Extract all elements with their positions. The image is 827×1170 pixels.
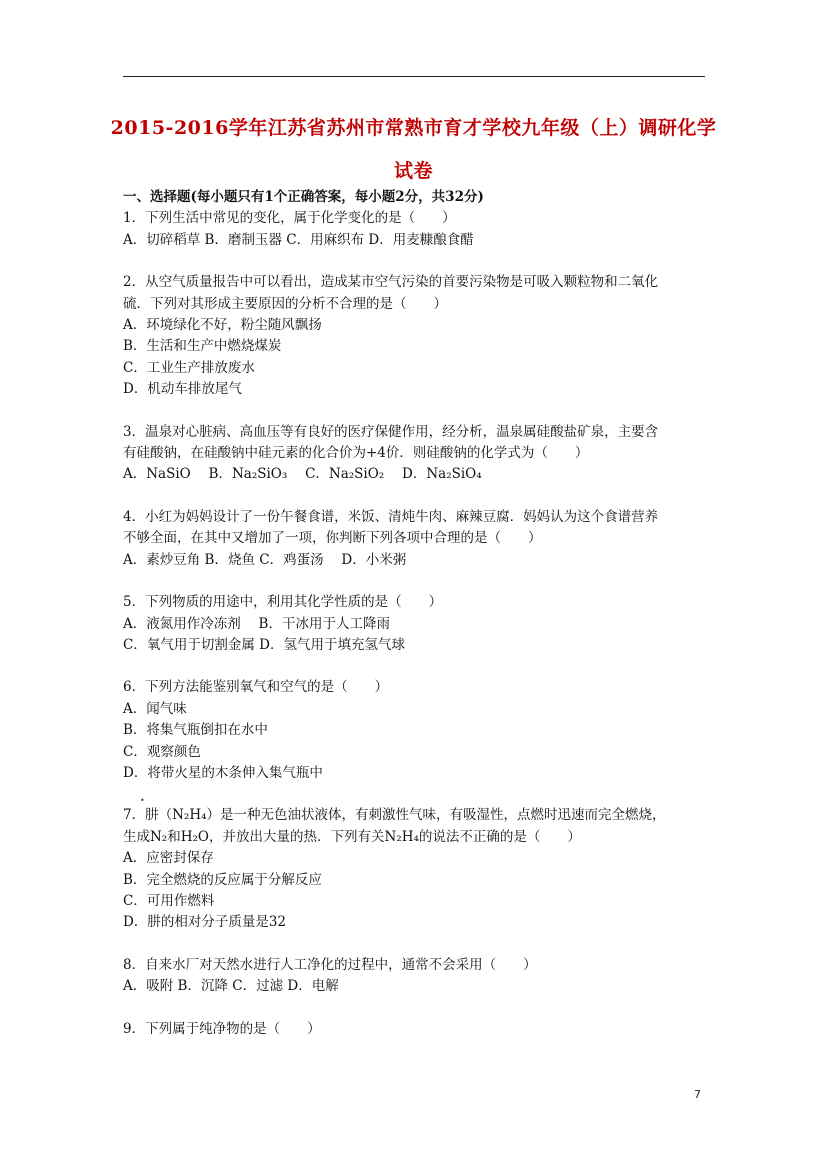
- question-text: 1．下列生活中常见的变化，属于化学变化的是（ ）: [123, 210, 456, 227]
- answer-option: D．肼的相对分子质量是32: [123, 914, 287, 931]
- page-number: 7: [694, 1088, 701, 1101]
- answer-option: C．工业生产排放废水: [123, 359, 255, 376]
- page-title-line-2: 试卷: [393, 160, 433, 182]
- question-text: 3．温泉对心脏病、高血压等有良好的医疗保健作用，经分析，温泉属硅酸盐矿泉，主要含: [123, 423, 659, 440]
- question-text: 5．下列物质的用途中，利用其化学性质的是（ ）: [123, 594, 443, 611]
- question-text: 有硅酸钠，在硅酸钠中硅元素的化合价为+4价．则硅酸钠的化学式为（ ）: [123, 445, 589, 462]
- question-3: [123, 422, 723, 486]
- question-text: 2．从空气质量报告中可以看出，造成某市空气污染的首要污染物是可吸入颗粒物和二氧化: [123, 274, 659, 291]
- answer-option: C．可用作燃料: [123, 892, 215, 909]
- question-text: 9．下列属于纯净物的是（ ）: [123, 1020, 321, 1037]
- answer-option: B．将集气瓶倒扣在水中: [123, 722, 268, 739]
- answer-option: C．观察颜色: [123, 743, 201, 760]
- question-4: [123, 507, 723, 571]
- answer-option: A．切碎稻草 B．磨制玉器 C．用麻织布 D．用麦糠酿食醋: [123, 231, 474, 248]
- answer-option: D．将带火星的木条伸入集气瓶中: [123, 764, 323, 781]
- question-list: [123, 208, 723, 1040]
- stray-dot: •: [140, 796, 145, 805]
- answer-option: C．氧气用于切割金属 D．氢气用于填充氢气球: [123, 636, 405, 653]
- answer-option: D．机动车排放尾气: [123, 381, 242, 398]
- answer-option: A．闻气味: [123, 700, 187, 717]
- section-heading: 一、选择题(每小题只有1个正确答案，每小题2分，共32分): [123, 189, 484, 205]
- header-rule: [123, 76, 705, 77]
- question-8: [123, 955, 723, 998]
- answer-option: B．生活和生产中燃烧煤炭: [123, 338, 282, 355]
- answer-option: A．NaSiO B．Na₂SiO₃ C．Na₂SiO₂ D．Na₂SiO₄: [123, 466, 482, 483]
- page-title-line-1: 2015-2016学年江苏省苏州市常熟市育才学校九年级（上）调研化学: [110, 117, 717, 139]
- question-9: [123, 1019, 723, 1040]
- question-6: [123, 677, 723, 784]
- answer-option: A．液氮用作冷冻剂 B．干冰用于人工降雨: [123, 615, 390, 632]
- question-7: [123, 805, 723, 933]
- answer-option: A．素炒豆角 B．烧鱼 C．鸡蛋汤 D．小米粥: [123, 551, 407, 568]
- question-text: 8．自来水厂对天然水进行人工净化的过程中，通常不会采用（ ）: [123, 956, 537, 973]
- exam-content: [123, 187, 723, 1040]
- question-text: 6．下列方法能鉴别氧气和空气的是（ ）: [123, 679, 389, 696]
- answer-option: B．完全燃烧的反应属于分解反应: [123, 871, 322, 888]
- question-2: [123, 272, 723, 400]
- answer-option: A．应密封保存: [123, 850, 214, 867]
- question-text: 生成N₂和H₂O，并放出大量的热．下列有关N₂H₄的说法不正确的是（ ）: [123, 828, 581, 845]
- answer-option: A．吸附 B．沉降 C．过滤 D．电解: [123, 978, 339, 995]
- question-1: [123, 208, 723, 251]
- question-text: 硫．下列对其形成主要原因的分析不合理的是（ ）: [123, 295, 447, 312]
- question-text: 4．小红为妈妈设计了一份午餐食谱，米饭、清炖牛肉、麻辣豆腐．妈妈认为这个食谱营养: [123, 508, 659, 525]
- question-text: 7．肼（N₂H₄）是一种无色油状液体，有刺激性气味，有吸湿性，点燃时迅速而完全燃烧，: [123, 807, 666, 824]
- question-5: [123, 592, 723, 656]
- answer-option: A．环境绿化不好，粉尘随风飘扬: [123, 317, 322, 334]
- question-text: 不够全面，在其中又增加了一项，你判断下列各项中合理的是（ ）: [123, 530, 542, 547]
